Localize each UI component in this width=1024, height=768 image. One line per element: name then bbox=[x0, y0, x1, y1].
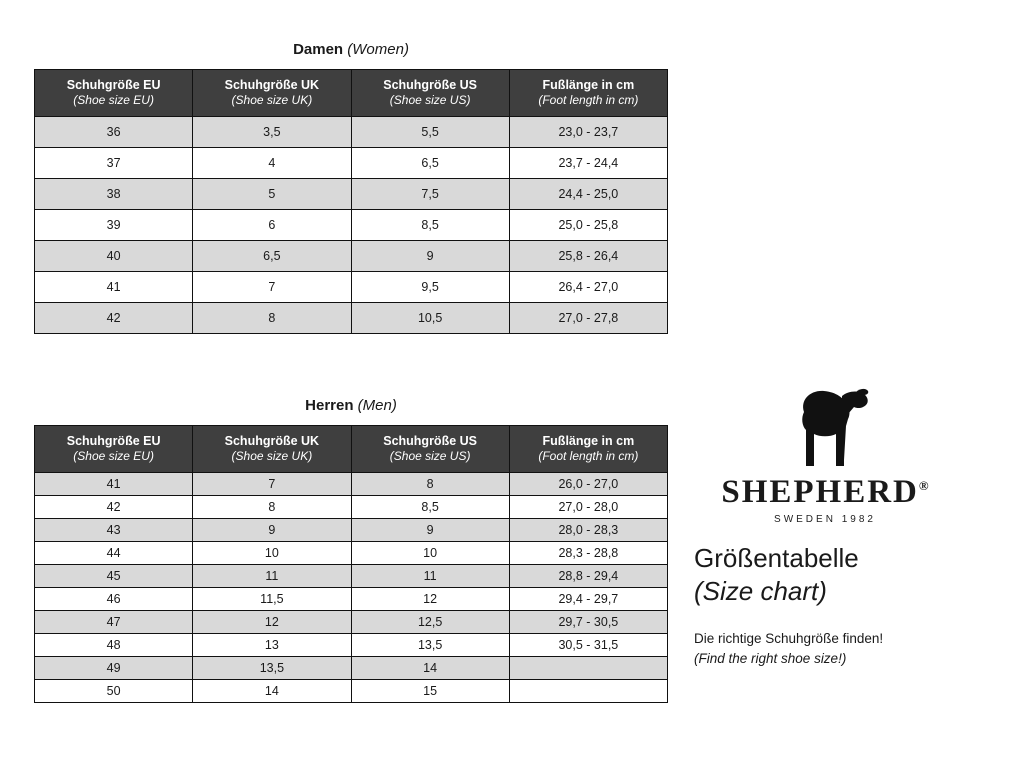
men-table-body bbox=[35, 473, 668, 703]
panel-note-de: Die richtige Schuhgröße finden! bbox=[694, 631, 884, 646]
cell-eu: 38 bbox=[35, 179, 193, 210]
cell-footlength: 25,0 - 25,8 bbox=[509, 210, 667, 241]
women-caption-en: (Women) bbox=[347, 41, 409, 58]
panel-note-en: (Find the right shoe size!) bbox=[694, 650, 847, 666]
women-table-caption bbox=[34, 42, 668, 59]
cell-uk: 5 bbox=[193, 179, 351, 210]
column-header-eu bbox=[35, 425, 193, 473]
women-size-table bbox=[34, 69, 668, 335]
column-header-uk-en: (Shoe size UK) bbox=[231, 449, 313, 464]
table-row bbox=[35, 542, 668, 565]
column-header-footlength bbox=[509, 425, 667, 473]
cell-us: 7,5 bbox=[351, 179, 509, 210]
table-row bbox=[35, 588, 668, 611]
cell-footlength bbox=[509, 680, 667, 703]
cell-eu: 49 bbox=[35, 657, 193, 680]
column-header-us bbox=[351, 425, 509, 473]
cell-eu: 47 bbox=[35, 611, 193, 634]
cell-uk: 4 bbox=[193, 148, 351, 179]
cell-us: 6,5 bbox=[351, 148, 509, 179]
page-title-en: (Size chart) bbox=[694, 575, 827, 606]
table-row bbox=[35, 611, 668, 634]
registered-mark: ® bbox=[918, 478, 929, 493]
cell-uk: 8 bbox=[193, 303, 351, 334]
cell-us: 13,5 bbox=[351, 634, 509, 657]
cell-uk: 13,5 bbox=[193, 657, 351, 680]
cell-uk: 13 bbox=[193, 634, 351, 657]
column-header-eu-de: Schuhgröße EU bbox=[66, 433, 161, 448]
column-header-footlength-en: (Foot length in cm) bbox=[538, 449, 639, 464]
men-table-caption bbox=[34, 398, 668, 415]
brand-tagline: SWEDEN 1982 bbox=[774, 514, 876, 525]
column-header-us-en: (Shoe size US) bbox=[389, 93, 471, 108]
cell-footlength: 26,0 - 27,0 bbox=[509, 473, 667, 496]
table-row bbox=[35, 210, 668, 241]
cell-us: 8,5 bbox=[351, 496, 509, 519]
table-row bbox=[35, 519, 668, 542]
column-header-us bbox=[351, 69, 509, 117]
column-header-uk-de: Schuhgröße UK bbox=[224, 433, 320, 448]
cell-footlength: 23,7 - 24,4 bbox=[509, 148, 667, 179]
cell-eu: 42 bbox=[35, 303, 193, 334]
cell-footlength: 27,0 - 27,8 bbox=[509, 303, 667, 334]
cell-us: 10,5 bbox=[351, 303, 509, 334]
women-caption-de: Damen bbox=[293, 41, 344, 58]
cell-eu: 40 bbox=[35, 241, 193, 272]
page-title bbox=[694, 542, 990, 607]
panel-note bbox=[694, 629, 990, 668]
cell-us: 9 bbox=[351, 241, 509, 272]
table-row bbox=[35, 473, 668, 496]
cell-eu: 36 bbox=[35, 117, 193, 148]
cell-eu: 39 bbox=[35, 210, 193, 241]
column-header-footlength-de: Fußlänge in cm bbox=[542, 433, 635, 448]
column-header-uk-de: Schuhgröße UK bbox=[224, 77, 320, 92]
cell-us: 11 bbox=[351, 565, 509, 588]
cell-eu: 41 bbox=[35, 473, 193, 496]
column-header-uk bbox=[193, 425, 351, 473]
column-header-footlength bbox=[509, 69, 667, 117]
table-row bbox=[35, 565, 668, 588]
cell-eu: 41 bbox=[35, 272, 193, 303]
cell-footlength: 24,4 - 25,0 bbox=[509, 179, 667, 210]
men-size-table-block bbox=[34, 398, 668, 703]
cell-eu: 45 bbox=[35, 565, 193, 588]
column-header-uk-en: (Shoe size UK) bbox=[231, 93, 313, 108]
table-row bbox=[35, 117, 668, 148]
cell-us: 10 bbox=[351, 542, 509, 565]
cell-footlength: 26,4 - 27,0 bbox=[509, 272, 667, 303]
cell-uk: 11 bbox=[193, 565, 351, 588]
column-header-eu-de: Schuhgröße EU bbox=[66, 77, 161, 92]
cell-us: 9 bbox=[351, 519, 509, 542]
cell-uk: 10 bbox=[193, 542, 351, 565]
cell-footlength: 28,3 - 28,8 bbox=[509, 542, 667, 565]
cell-eu: 46 bbox=[35, 588, 193, 611]
column-header-footlength-de: Fußlänge in cm bbox=[542, 77, 635, 92]
column-header-eu-en: (Shoe size EU) bbox=[73, 449, 154, 464]
women-table-head bbox=[35, 69, 668, 117]
cell-uk: 3,5 bbox=[193, 117, 351, 148]
cell-us: 12 bbox=[351, 588, 509, 611]
brand-name-text: SHEPHERD bbox=[721, 474, 919, 510]
cell-us: 12,5 bbox=[351, 611, 509, 634]
cell-uk: 6 bbox=[193, 210, 351, 241]
cell-footlength: 23,0 - 23,7 bbox=[509, 117, 667, 148]
column-header-us-de: Schuhgröße US bbox=[383, 433, 477, 448]
cell-us: 8 bbox=[351, 473, 509, 496]
brand-name bbox=[694, 474, 956, 511]
cell-uk: 6,5 bbox=[193, 241, 351, 272]
cell-us: 15 bbox=[351, 680, 509, 703]
page-title-de: Größentabelle bbox=[694, 543, 859, 573]
cell-eu: 37 bbox=[35, 148, 193, 179]
women-table-body bbox=[35, 117, 668, 334]
men-caption-en: (Men) bbox=[357, 397, 397, 414]
cell-uk: 8 bbox=[193, 496, 351, 519]
column-header-footlength-en: (Foot length in cm) bbox=[538, 93, 639, 108]
cell-footlength: 27,0 - 28,0 bbox=[509, 496, 667, 519]
cell-uk: 7 bbox=[193, 272, 351, 303]
cell-footlength: 29,7 - 30,5 bbox=[509, 611, 667, 634]
column-header-us-en: (Shoe size US) bbox=[389, 449, 471, 464]
table-row bbox=[35, 148, 668, 179]
column-header-eu-en: (Shoe size EU) bbox=[73, 93, 154, 108]
table-row bbox=[35, 179, 668, 210]
table-row bbox=[35, 303, 668, 334]
cell-footlength: 25,8 - 26,4 bbox=[509, 241, 667, 272]
cell-eu: 48 bbox=[35, 634, 193, 657]
cell-footlength: 30,5 - 31,5 bbox=[509, 634, 667, 657]
table-row bbox=[35, 241, 668, 272]
table-row bbox=[35, 657, 668, 680]
men-caption-de: Herren bbox=[305, 397, 354, 414]
cell-footlength: 29,4 - 29,7 bbox=[509, 588, 667, 611]
cell-uk: 12 bbox=[193, 611, 351, 634]
table-header-row bbox=[35, 69, 668, 117]
table-row bbox=[35, 634, 668, 657]
table-row bbox=[35, 496, 668, 519]
men-size-table bbox=[34, 425, 668, 704]
brand-panel bbox=[690, 378, 990, 668]
cell-footlength: 28,8 - 29,4 bbox=[509, 565, 667, 588]
cell-footlength: 28,0 - 28,3 bbox=[509, 519, 667, 542]
table-row bbox=[35, 272, 668, 303]
table-header-row bbox=[35, 425, 668, 473]
cell-uk: 11,5 bbox=[193, 588, 351, 611]
sheep-icon bbox=[786, 382, 872, 477]
men-table-head bbox=[35, 425, 668, 473]
women-size-table-block bbox=[34, 42, 668, 334]
cell-eu: 44 bbox=[35, 542, 193, 565]
cell-us: 14 bbox=[351, 657, 509, 680]
cell-uk: 9 bbox=[193, 519, 351, 542]
cell-eu: 50 bbox=[35, 680, 193, 703]
cell-us: 5,5 bbox=[351, 117, 509, 148]
table-row bbox=[35, 680, 668, 703]
cell-uk: 7 bbox=[193, 473, 351, 496]
cell-us: 8,5 bbox=[351, 210, 509, 241]
cell-eu: 43 bbox=[35, 519, 193, 542]
cell-footlength bbox=[509, 657, 667, 680]
cell-eu: 42 bbox=[35, 496, 193, 519]
cell-uk: 14 bbox=[193, 680, 351, 703]
cell-us: 9,5 bbox=[351, 272, 509, 303]
brand-logo bbox=[694, 378, 956, 528]
column-header-us-de: Schuhgröße US bbox=[383, 77, 477, 92]
column-header-eu bbox=[35, 69, 193, 117]
column-header-uk bbox=[193, 69, 351, 117]
